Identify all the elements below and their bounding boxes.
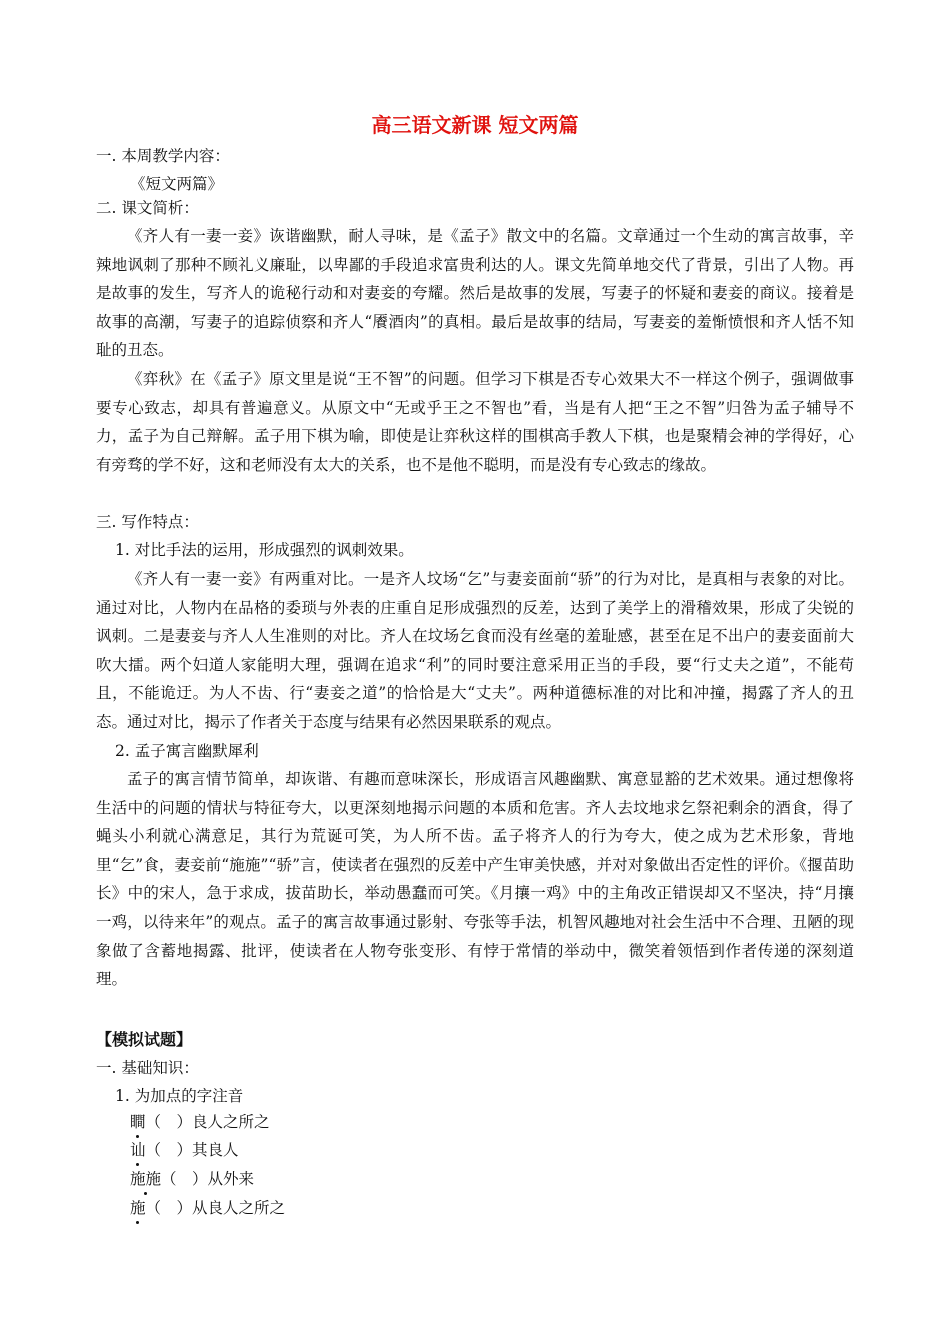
section-heading-analysis: 二. 课文简析： <box>96 199 199 217</box>
feature-2-title: 2. 孟子寓言幽默犀利 <box>115 742 259 760</box>
section-heading-features: 三. 写作特点： <box>96 513 199 531</box>
question-item <box>130 1169 254 1189</box>
exercise-sub-heading: 一. 基础知识： <box>96 1059 199 1077</box>
dotted-character: 瞷 <box>130 1113 146 1131</box>
dotted-character: 施 <box>130 1199 146 1217</box>
dotted-character: 施施 <box>130 1170 162 1188</box>
question-item-text: （ ）从外来 <box>161 1170 255 1188</box>
feature-2-paragraph: 孟子的寓言情节简单，却诙谐、有趣而意味深长，形成语言风趣幽默、寓意显豁的艺术效果。通过想像将生活中的问题的情状与特征夸大，以更深刻地揭示问题的本质和危害。齐人去坟地求乞祭祀剩余的酒食，得了蝇头小利就心满意足，其行为荒诞可笑，为人所不齿。孟子将齐人的行为夸大，使之成为艺术形象，背地里“乞”食，妻妾前“施施”“骄”言，使读者在强烈的反差中产生审美快感，并对对象做出否定性的评价。《揠苗助长》中的宋人，急于求成，拔苗助长，举动愚蠢而可笑。《月攘一鸡》中的主角改正错误却又不坚决，持“月攘一鸡，以待来年”的观点。孟子的寓言故事通过影射、夸张等手法，机智风趣地对社会生活中不合理、丑陋的现象做了含蓄地揭露、批评，使读者在人物夸张变形、有悖于常情的举动中，微笑着领悟到作者传递的深刻道理。 <box>96 770 854 989</box>
section-heading-content: 一. 本周教学内容： <box>96 147 230 165</box>
analysis-paragraph-1: 《齐人有一妻一妾》诙谐幽默，耐人寻味，是《孟子》散文中的名篇。文章通过一个生动的寓言故事，辛辣地讽刺了那种不顾礼义廉耻，以卑鄙的手段追求富贵利达的人。课文先简单地交代了背景，引出了人物。再是故事的发生，写齐人的诡秘行动和对妻妾的夸耀。然后是故事的发展，写妻子的怀疑和妻妾的商议。接着是故事的高潮，写妻子的追踪侦察和齐人“餍酒肉”的真相。最后是故事的结局，写妻妾的羞惭愤恨和齐人恬不知耻的丑态。 <box>96 227 854 360</box>
document-title: 高三语文新课 短文两篇 <box>371 113 579 137</box>
question-item <box>130 1112 270 1132</box>
feature-1-title: 1. 对比手法的运用，形成强烈的讽刺效果。 <box>115 541 414 559</box>
section-content-text: 《短文两篇》 <box>130 175 224 193</box>
question-1-title: 1. 为加点的字注音 <box>115 1087 244 1105</box>
question-item-text: （ ）从良人之所之 <box>145 1199 286 1217</box>
question-item <box>130 1198 285 1218</box>
feature-1-paragraph: 《齐人有一妻一妾》有两重对比。一是齐人坟场“乞”与妻妾面前“骄”的行为对比，是真相与表象的对比。通过对比，人物内在品格的委琐与外表的庄重自足形成强烈的反差，达到了美学上的滑稽效果，形成了尖锐的讽刺。二是妻妾与齐人人生准则的对比。齐人在坟场乞食而没有丝毫的羞耻感，甚至在足不出户的妻妾面前大吹大擂。两个妇道人家能明大理，强调在追求“利”的同时要注意采用正当的手段，要“行丈夫之道”，不能苟且，不能诡迂。为人不齿、行“妻妾之道”的恰恰是大“丈夫”。两种道德标准的对比和冲撞，揭露了齐人的丑态。通过对比，揭示了作者关于态度与结果有必然因果联系的观点。 <box>96 570 854 731</box>
question-item-text: （ ）良人之所之 <box>145 1113 270 1131</box>
analysis-paragraph-2: 《弈秋》在《孟子》原文里是说“王不智”的问题。但学习下棋是否专心效果大不一样这个例子，强调做事要专心致志，却具有普遍意义。从原文中“无或乎王之不智也”看，当是有人把“王之不智”归咎为孟子辅导不力，孟子为自己辩解。孟子用下棋为喻，即使是让弈秋这样的围棋高手教人下棋，也是聚精会神的学得好，心有旁骛的学不好，这和老师没有太大的关系，也不是他不聪明，而是没有专心致志的缘故。 <box>96 370 854 474</box>
question-item <box>130 1140 239 1160</box>
dotted-character: 讪 <box>130 1141 146 1159</box>
question-item-text: （ ）其良人 <box>145 1141 239 1159</box>
exercise-heading: 【模拟试题】 <box>96 1030 193 1049</box>
